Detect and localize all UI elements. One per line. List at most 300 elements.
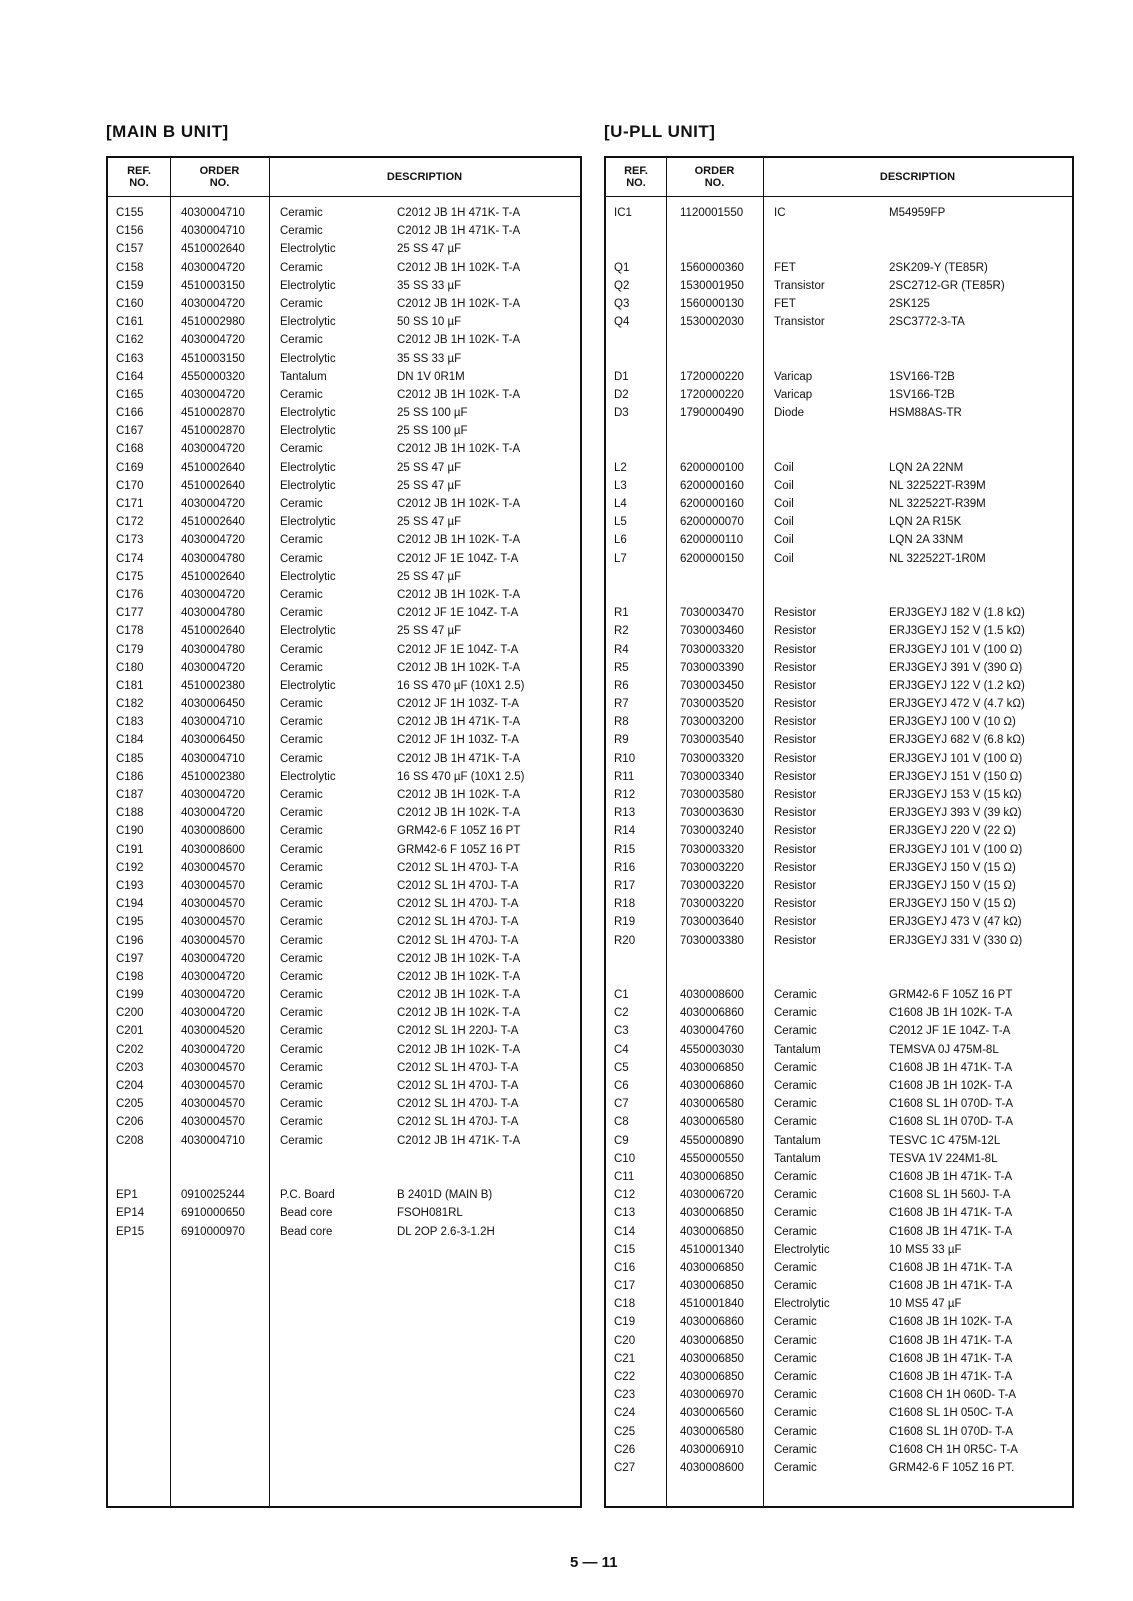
table-row [606,295,1072,313]
table-row [108,859,580,877]
table-row [108,477,580,495]
order-no-cell: 4030004720 [181,388,245,401]
table-row [108,659,580,677]
ref-no-cell: R18 [614,898,636,911]
ref-no-cell: Q3 [614,297,630,310]
part-type-cell: Tantalum [774,1043,821,1056]
part-type-cell: Resistor [774,625,817,638]
table-row [108,604,580,622]
part-type-cell: Transistor [774,279,825,292]
ref-no-cell: C160 [116,297,144,310]
part-type-cell: Ceramic [280,807,323,820]
table-row [606,477,1072,495]
part-type-cell: Ceramic [774,1007,817,1020]
order-no-cell: 4030004720 [181,588,245,601]
part-value-cell: ERJ3GEYJ 331 V (330 Ω) [889,934,1023,947]
order-no-cell: 4030006850 [680,1352,744,1365]
order-no-cell: 4550003030 [680,1043,744,1056]
table-row [606,350,1072,368]
part-value-cell: C2012 JB 1H 471K- T-A [397,752,521,765]
main-b-parts-table [106,156,582,1508]
part-type-cell: Ceramic [774,1116,817,1129]
ref-no-cell: R4 [614,643,629,656]
ref-no-cell: C205 [116,1098,144,1111]
part-type-cell: Electrolytic [280,352,336,365]
ref-no-cell: C182 [116,698,144,711]
part-value-cell: C1608 JB 1H 471K- T-A [889,1371,1013,1383]
part-value-cell: 35 SS 33 µF [397,352,462,365]
ref-no-cell: C195 [116,916,144,929]
part-value-cell: M54959FP [889,207,946,219]
part-value-cell: C2012 SL 1H 470J- T-A [397,1098,519,1111]
order-no-cell: 1120001550 [680,207,744,219]
order-no-cell: 4030006910 [680,1443,744,1456]
part-type-cell: Ceramic [280,1061,323,1074]
ref-no-cell: C15 [614,1243,636,1256]
part-value-cell: B 2401D (MAIN B) [397,1189,493,1202]
table-row [108,1204,580,1222]
header-divider [108,196,580,197]
order-no-cell: 4510002640 [181,461,245,474]
order-no-cell: 4030006560 [680,1407,744,1420]
part-value-cell: GRM42-6 F 105Z 16 PT. [889,1461,1015,1474]
table-row [606,859,1072,877]
part-type-cell: Electrolytic [280,316,336,329]
part-type-cell: Resistor [774,770,817,783]
table-row [108,932,580,950]
main-b-rows [108,204,580,1241]
part-value-cell: ERJ3GEYJ 101 V (100 Ω) [889,643,1023,656]
table-row [108,386,580,404]
table-row [606,913,1072,931]
ref-no-cell: D2 [614,388,629,401]
part-type-cell: Ceramic [280,1080,323,1092]
ref-no-cell: C196 [116,934,144,947]
part-type-cell: Electrolytic [280,625,336,638]
table-row [606,986,1072,1004]
table-row [606,1313,1072,1331]
ref-no-cell: C172 [116,516,144,529]
part-value-cell: ERJ3GEYJ 472 V (4.7 kΩ) [889,698,1025,711]
order-no-cell: 4030004720 [181,789,245,801]
ref-no-cell: C156 [116,225,144,238]
order-no-cell: 6200000160 [680,498,744,510]
order-no-cell: 6910000650 [181,1207,245,1220]
part-value-cell: 16 SS 470 µF (10X1 2.5) [397,679,525,692]
order-no-cell: 4030004710 [181,1134,245,1147]
table-row [108,641,580,659]
ref-no-cell: C191 [116,843,144,856]
part-value-cell: ERJ3GEYJ 220 V (22 Ω) [889,825,1016,838]
table-row [606,804,1072,822]
order-no-cell: 4030006860 [680,1007,744,1020]
part-value-cell: 2SC3772-3-TA [889,316,965,329]
ref-no-cell: C169 [116,461,144,474]
ref-no-cell: C184 [116,734,144,747]
description-header [763,160,1072,194]
ref-no-cell: R5 [614,661,629,674]
part-value-cell: C2012 JF 1H 103Z- T-A [397,698,519,711]
ref-no-cell: C3 [614,1025,629,1038]
ref-no-cell: L6 [614,534,627,547]
order-no-cell: 1790000490 [680,407,744,420]
order-no-cell: 4030006580 [680,1425,744,1438]
table-row [606,1386,1072,1404]
order-no-cell: 4510002870 [181,407,245,420]
ref-no-cell: D1 [614,370,629,383]
part-type-cell: Ceramic [280,989,323,1002]
part-value-cell: C1608 SL 1H 050C- T-A [889,1407,1014,1420]
order-no-cell: 4030006850 [680,1280,744,1293]
part-value-cell: NL 322522T-1R0M [889,552,986,565]
table-row [108,440,580,458]
part-value-cell: HSM88AS-TR [889,407,962,420]
part-type-cell: Resistor [774,698,817,711]
ref-no-cell: C17 [614,1280,636,1293]
order-no-cell: 7030003390 [680,661,744,674]
order-no-cell: 4030004570 [181,934,245,947]
part-type-cell: Ceramic [280,297,323,310]
part-type-cell: Ceramic [280,1134,323,1147]
table-row [108,368,580,386]
order-no-cell: 7030003520 [680,698,744,711]
ref-no-cell: C198 [116,970,144,983]
ref-no-cell: C24 [614,1407,636,1420]
part-value-cell: ERJ3GEYJ 122 V (1.2 kΩ) [889,679,1025,692]
order-no-cell: 1720000220 [680,388,744,401]
part-type-cell: Resistor [774,789,817,801]
ref-no-cell: C7 [614,1098,629,1111]
table-row [606,1295,1072,1313]
ref-no-cell: C190 [116,825,144,838]
ref-no-cell: C4 [614,1043,629,1056]
table-row [606,968,1072,986]
table-row [606,550,1072,568]
part-type-cell: Ceramic [280,534,323,547]
order-no-cell: 7030003380 [680,934,744,947]
order-no-cell: 4510003150 [181,279,245,292]
part-value-cell: 16 SS 470 µF (10X1 2.5) [397,770,525,783]
order-no-cell: 4510001340 [680,1243,744,1256]
order-no-cell: 4030004710 [181,716,245,729]
order-no-cell: 7030003640 [680,916,744,929]
part-type-cell: Ceramic [280,261,323,274]
part-value-cell: C1608 JB 1H 471K- T-A [889,1334,1013,1347]
order-no-cell: 4510003150 [181,352,245,365]
table-row [606,1459,1072,1477]
table-row [108,331,580,349]
order-no-cell: 4030008600 [680,989,744,1002]
part-type-cell: Ceramic [280,498,323,510]
ref-no-cell: EP1 [116,1189,138,1202]
part-value-cell: ERJ3GEYJ 100 V (10 Ω) [889,716,1016,729]
order-no-cell: 4030004720 [181,970,245,983]
part-value-cell: C2012 JB 1H 102K- T-A [397,989,521,1002]
table-row [108,1059,580,1077]
part-type-cell: Ceramic [774,989,817,1002]
part-value-cell: 10 MS5 47 µF [889,1298,962,1311]
table-row [108,459,580,477]
ref-no-cell: C11 [614,1170,635,1183]
ref-no-cell: C200 [116,1007,144,1020]
part-type-cell: Bead core [280,1207,333,1220]
ref-no-cell: C14 [614,1225,636,1238]
part-type-cell: Ceramic [774,1425,817,1438]
part-value-cell: ERJ3GEYJ 152 V (1.5 kΩ) [889,625,1025,638]
part-type-cell: Electrolytic [280,570,336,583]
part-type-cell: Tantalum [774,1152,821,1165]
ref-no-cell: C194 [116,898,144,911]
part-type-cell: Resistor [774,607,817,620]
order-no-cell: 4030006850 [680,1225,744,1238]
table-row [108,968,580,986]
table-row [606,822,1072,840]
order-no-cell: 6200000110 [680,534,744,547]
ref-no-cell: R14 [614,825,636,838]
table-row [108,822,580,840]
ref-no-cell: C19 [614,1316,636,1329]
ref-no-cell: C183 [116,716,144,729]
part-value-cell: 10 MS5 33 µF [889,1243,962,1256]
order-no-cell: 4510002640 [181,570,245,583]
part-value-cell: 50 SS 10 µF [397,316,462,329]
order-no-cell: 4030004710 [181,225,245,238]
part-type-cell: Ceramic [280,607,323,620]
order-no-header [170,160,269,194]
part-value-cell: C1608 CH 1H 0R5C- T-A [889,1443,1018,1456]
table-row [606,1041,1072,1059]
part-type-cell: Resistor [774,643,817,656]
order-header-line1: ORDER [694,165,735,177]
table-row [108,1113,580,1131]
order-no-cell: 1720000220 [680,370,744,383]
ref-no-cell: EP15 [116,1225,145,1238]
order-no-cell: 4510002870 [181,425,245,438]
order-no-cell: 4030006970 [680,1389,744,1402]
part-value-cell: C2012 JB 1H 471K- T-A [397,716,521,729]
order-no-cell: 1560000360 [680,261,744,274]
ref-no-cell: C9 [614,1134,629,1147]
table-row [606,677,1072,695]
part-value-cell: C2012 SL 1H 470J- T-A [397,1061,519,1074]
table-row [606,1241,1072,1259]
ref-no-cell: R19 [614,916,636,929]
part-type-cell: Electrolytic [280,461,336,474]
table-row [606,604,1072,622]
table-row [108,531,580,549]
ref-no-header [108,160,170,194]
part-value-cell: ERJ3GEYJ 182 V (1.8 kΩ) [889,607,1025,620]
order-no-header [666,160,763,194]
part-value-cell: C1608 SL 1H 070D- T-A [889,1116,1014,1129]
part-value-cell: 2SC2712-GR (TE85R) [889,279,1005,292]
part-value-cell: C1608 JB 1H 102K- T-A [889,1007,1013,1020]
part-type-cell: Electrolytic [774,1298,830,1311]
ref-no-cell: C178 [116,625,144,638]
part-type-cell: Resistor [774,843,817,856]
part-type-cell: Ceramic [280,443,323,456]
part-value-cell: 25 SS 47 µF [397,243,462,256]
ref-no-cell: C188 [116,807,144,820]
part-type-cell: Ceramic [774,1443,817,1456]
ref-no-cell: L4 [614,498,627,510]
ref-no-cell: C181 [116,679,144,692]
part-value-cell: C2012 JB 1H 471K- T-A [397,207,521,219]
table-row [108,1022,580,1040]
part-value-cell: C1608 JB 1H 471K- T-A [889,1170,1013,1183]
part-type-cell: Resistor [774,752,817,765]
part-value-cell: LQN 2A R15K [889,516,962,529]
order-no-cell: 4510002640 [181,516,245,529]
table-row [606,277,1072,295]
part-type-cell: Ceramic [280,388,323,401]
ref-no-cell: C23 [614,1389,636,1402]
ref-no-cell: R15 [614,843,636,856]
part-type-cell: Tantalum [280,370,327,383]
part-value-cell: C1608 SL 1H 070D- T-A [889,1425,1014,1438]
part-value-cell: C2012 JB 1H 102K- T-A [397,807,521,820]
part-type-cell: Ceramic [774,1025,817,1038]
ref-no-cell: C186 [116,770,144,783]
order-no-cell: 4510002640 [181,479,245,492]
ref-no-cell: C10 [614,1152,636,1165]
order-no-cell: 7030003450 [680,679,744,692]
table-row [108,1132,580,1150]
order-no-cell: 7030003630 [680,807,744,820]
order-no-cell: 7030003200 [680,716,744,729]
ref-no-cell: C203 [116,1061,144,1074]
ref-no-cell: R16 [614,861,636,874]
ref-no-cell: C20 [614,1334,636,1347]
part-value-cell: 2SK209-Y (TE85R) [889,261,988,274]
table-row [606,240,1072,258]
order-no-cell: 4030006850 [680,1371,744,1383]
part-type-cell: Ceramic [280,588,323,601]
order-no-cell: 4030006850 [680,1207,744,1220]
order-no-cell: 4030006580 [680,1098,744,1111]
part-type-cell: Ceramic [774,1280,817,1293]
part-value-cell: C2012 SL 1H 470J- T-A [397,861,519,874]
order-header-line2: NO. [209,177,230,189]
part-type-cell: Ceramic [280,552,323,565]
table-row [606,331,1072,349]
ref-no-cell: C22 [614,1371,636,1383]
part-value-cell: ERJ3GEYJ 682 V (6.8 kΩ) [889,734,1025,747]
order-no-cell: 1560000130 [680,297,744,310]
order-no-cell: 1530001950 [680,279,744,292]
part-type-cell: Ceramic [280,1007,323,1020]
part-type-cell: Coil [774,498,794,510]
part-value-cell: ERJ3GEYJ 473 V (47 kΩ) [889,916,1022,929]
order-no-cell: 4030004720 [181,261,245,274]
table-row [108,1168,580,1186]
ref-no-cell: C18 [614,1298,636,1311]
order-no-cell: 7030003470 [680,607,744,620]
table-row [606,750,1072,768]
part-type-cell: IC [774,207,786,219]
ref-no-cell: C25 [614,1425,636,1438]
part-type-cell: Ceramic [774,1389,817,1402]
table-row [108,804,580,822]
part-type-cell: Ceramic [280,898,323,911]
order-no-cell: 7030003240 [680,825,744,838]
ref-no-cell: C26 [614,1443,636,1456]
ref-no-cell: C192 [116,861,144,874]
order-no-cell: 4030004520 [181,1025,245,1038]
ref-no-cell: C164 [116,370,144,383]
part-value-cell: DL 2OP 2.6-3-1.2H [397,1225,495,1238]
table-row [606,422,1072,440]
part-type-cell: Ceramic [280,934,323,947]
order-no-cell: 4510002380 [181,679,245,692]
u-pll-parts-table [604,156,1074,1508]
part-value-cell: C2012 SL 1H 470J- T-A [397,916,519,929]
part-value-cell: ERJ3GEYJ 150 V (15 Ω) [889,879,1016,892]
part-value-cell: TESVA 1V 224M1-8L [889,1152,998,1165]
part-type-cell: Resistor [774,661,817,674]
table-row [606,1368,1072,1386]
order-no-cell: 4030004720 [181,334,245,347]
ref-no-cell: C12 [614,1189,636,1202]
part-type-cell: Ceramic [774,1316,817,1329]
table-row [606,1113,1072,1131]
part-type-cell: Electrolytic [280,770,336,783]
part-type-cell: Ceramic [280,698,323,711]
table-row [606,513,1072,531]
part-value-cell: C1608 SL 1H 560J- T-A [889,1189,1011,1202]
ref-no-cell: R9 [614,734,629,747]
part-type-cell: Ceramic [280,861,323,874]
table-row [606,368,1072,386]
order-no-cell: 7030003220 [680,861,744,874]
part-value-cell: C2012 JB 1H 102K- T-A [397,1043,521,1056]
order-no-cell: 4030006450 [181,734,245,747]
table-row [108,1041,580,1059]
table-row [606,440,1072,458]
part-value-cell: 25 SS 47 µF [397,461,462,474]
table-row [606,459,1072,477]
part-type-cell: Resistor [774,916,817,929]
table-row [606,1423,1072,1441]
ref-no-cell: C21 [614,1352,636,1365]
part-type-cell: Varicap [774,370,813,383]
part-type-cell: Coil [774,552,794,565]
ref-no-cell: C166 [116,407,144,420]
part-type-cell: Ceramic [280,334,323,347]
part-type-cell: Ceramic [280,1098,323,1111]
part-type-cell: Electrolytic [280,407,336,420]
order-header-line1: ORDER [199,165,240,177]
ref-no-cell: C157 [116,243,144,256]
part-value-cell: 25 SS 47 µF [397,479,462,492]
ref-no-cell: R12 [614,789,636,801]
ref-no-cell: L5 [614,516,627,529]
ref-no-cell: C170 [116,479,144,492]
order-no-cell: 4030006850 [680,1261,744,1274]
ref-no-cell: L7 [614,552,627,565]
ref-no-cell: Q2 [614,279,630,292]
part-type-cell: Ceramic [280,643,323,656]
order-no-cell: 4030004570 [181,879,245,892]
order-no-cell: 4030004570 [181,1061,245,1074]
part-value-cell: C2012 JB 1H 102K- T-A [397,952,521,965]
order-no-cell: 7030003320 [680,752,744,765]
part-value-cell: LQN 2A 33NM [889,534,964,547]
table-row [108,768,580,786]
ref-header-line1: REF. [127,165,151,177]
part-value-cell: GRM42-6 F 105Z 16 PT [397,843,521,856]
ref-no-cell: C165 [116,388,144,401]
